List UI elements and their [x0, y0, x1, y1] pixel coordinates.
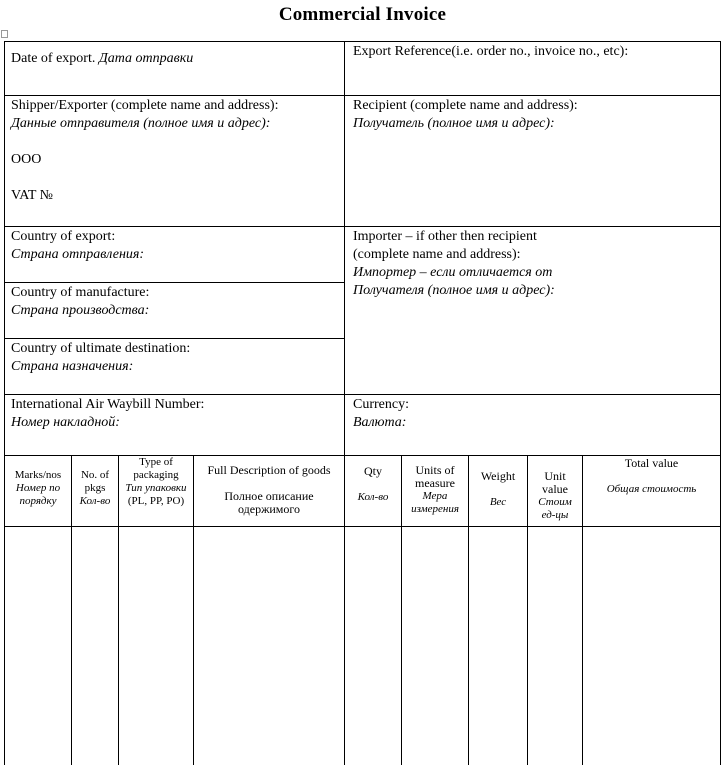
- shipper-field[interactable]: [11, 97, 341, 205]
- recipient-field[interactable]: [353, 97, 718, 133]
- row-line-2: [4, 226, 721, 227]
- header-pkgs-en2: pkgs: [84, 482, 106, 494]
- table-anchor-mark: [1, 30, 8, 38]
- shipper-label-ru: Данные отправителя (полное имя и адрес):: [11, 116, 271, 131]
- header-packaging-en1: Type of: [139, 456, 173, 468]
- document-title: Commercial Invoice: [278, 4, 447, 25]
- importer-label-ru-line1: Импортер – если отличается от: [353, 265, 553, 280]
- row-line-6: [4, 455, 721, 456]
- waybill-label-ru: Номер накладной:: [11, 415, 120, 430]
- export-reference-label: Export Reference(i.e. order no., invoice no., etc):: [353, 44, 629, 59]
- waybill-label: International Air Waybill Number:: [11, 397, 205, 412]
- table-border-top: [4, 41, 721, 42]
- header-unit-value: [528, 470, 582, 522]
- row-line-1: [4, 95, 721, 96]
- header-pkgs-en1: No. of: [80, 469, 110, 481]
- row-line-3: [4, 282, 345, 283]
- country-of-destination-field[interactable]: [11, 340, 341, 376]
- header-units-en1: Units of: [415, 463, 455, 477]
- importer-label-line1: Importer – if other then recipient: [353, 229, 537, 244]
- shipper-label: Shipper/Exporter (complete name and address):: [11, 98, 279, 113]
- country-of-destination-label: Country of ultimate destination:: [11, 341, 191, 356]
- table-border-right: [720, 41, 721, 765]
- header-total-value-en: Total value: [624, 456, 679, 470]
- row-line-5: [4, 394, 721, 395]
- header-marks-ru2: порядку: [19, 495, 57, 507]
- header-marks-en: Marks/nos: [14, 469, 62, 481]
- header-weight-en: Weight: [480, 469, 516, 483]
- export-reference-field[interactable]: [353, 43, 718, 61]
- column-divider-middle: [344, 41, 345, 455]
- item-row-description[interactable]: [194, 527, 344, 765]
- header-unit-value-ru1: Стоим: [538, 496, 572, 508]
- currency-label-ru: Валюта:: [353, 415, 407, 430]
- header-description-ru2: одержимого: [237, 502, 300, 516]
- header-units-ru2: измерения: [411, 503, 459, 515]
- waybill-field[interactable]: [11, 396, 341, 432]
- item-row-packaging[interactable]: [119, 527, 193, 765]
- country-of-export-label-ru: Страна отправления:: [11, 247, 145, 262]
- header-weight: [469, 470, 527, 509]
- item-row-units[interactable]: [402, 527, 468, 765]
- header-packaging-codes: (PL, PP, PO): [127, 495, 185, 507]
- header-unit-value-en2: value: [542, 482, 568, 496]
- recipient-label: Recipient (complete name and address):: [353, 98, 578, 113]
- header-qty: [345, 465, 401, 504]
- date-of-export-field[interactable]: [11, 50, 341, 68]
- currency-label: Currency:: [353, 397, 409, 412]
- header-weight-ru: Вес: [489, 496, 507, 508]
- header-marks-ru1: Номер по: [15, 482, 61, 494]
- shipper-company: ООО: [11, 152, 42, 167]
- item-row-total-value[interactable]: [583, 527, 720, 765]
- importer-label-ru-line2: Получателя (полное имя и адрес):: [353, 283, 555, 298]
- header-description-en: Full Description of goods: [207, 463, 331, 477]
- header-total-value: [583, 457, 720, 496]
- country-of-manufacture-label: Country of manufacture:: [11, 285, 150, 300]
- importer-field[interactable]: [353, 228, 718, 300]
- country-of-manufacture-label-ru: Страна производства:: [11, 303, 150, 318]
- header-description: [194, 464, 344, 516]
- currency-field[interactable]: [353, 396, 718, 432]
- header-unit-value-en1: Unit: [544, 469, 566, 483]
- header-total-value-ru: Общая стоимость: [606, 483, 697, 495]
- header-qty-ru: Кол-во: [357, 491, 389, 503]
- recipient-label-ru: Получатель (полное имя и адрес):: [353, 116, 555, 131]
- header-packaging-en2: packaging: [133, 469, 179, 481]
- country-of-destination-label-ru: Страна назначения:: [11, 359, 134, 374]
- header-packaging: [119, 456, 193, 508]
- header-qty-en: Qty: [364, 464, 382, 478]
- header-unit-value-ru2: ед-цы: [541, 509, 569, 521]
- header-pkgs-ru: Кол-во: [79, 495, 111, 507]
- item-row-marks[interactable]: [5, 527, 71, 765]
- date-of-export-label: Date of export.: [11, 51, 96, 66]
- header-units-en2: measure: [415, 476, 455, 490]
- header-description-ru1: Полное описание: [224, 489, 314, 503]
- item-row-pkgs[interactable]: [72, 527, 118, 765]
- country-of-manufacture-field[interactable]: [11, 284, 341, 320]
- item-row-weight[interactable]: [469, 527, 527, 765]
- item-row-unit-value[interactable]: [528, 527, 582, 765]
- row-line-4: [4, 338, 345, 339]
- item-row-qty[interactable]: [345, 527, 401, 765]
- header-pkgs: [72, 469, 118, 508]
- header-units: [402, 464, 468, 516]
- header-marks: [5, 469, 71, 508]
- header-units-ru1: Мера: [422, 490, 448, 502]
- shipper-vat: VAT №: [11, 188, 54, 203]
- date-of-export-label-ru: Дата отправки: [98, 51, 194, 66]
- importer-label-line2: (complete name and address):: [353, 247, 521, 262]
- country-of-export-label: Country of export:: [11, 229, 116, 244]
- header-packaging-ru: Тип упаковки: [125, 482, 187, 494]
- country-of-export-field[interactable]: [11, 228, 341, 264]
